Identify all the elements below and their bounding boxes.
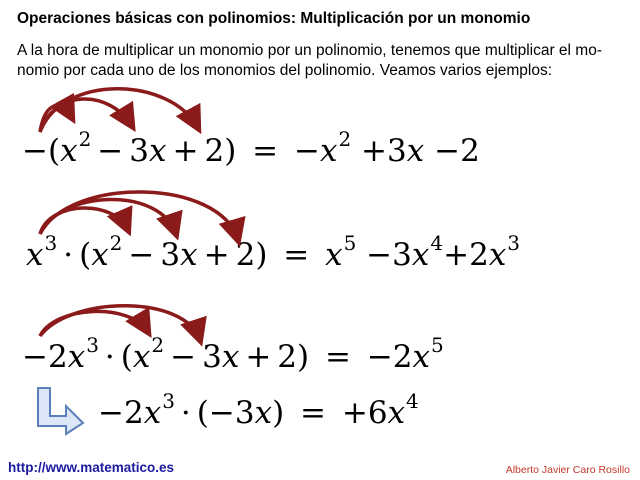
arrow-2c [40, 192, 238, 240]
example-1-result: $-x^2 +3x -2$ [294, 127, 480, 169]
arrow-2b [40, 199, 176, 234]
arrow-3b [40, 306, 200, 340]
example-1-sign: −( [22, 133, 61, 169]
step-expression: $-2x^3 \cdot (-3x) = +6x^4$ [98, 389, 419, 431]
arrow-1a [40, 106, 72, 132]
arrow-1c [40, 89, 198, 132]
page-title: Operaciones básicas con polinomios: Multiplicación por un monomio [17, 10, 531, 27]
intro-paragraph: A la hora de multiplicar un monomio por un polinomio, tenemos que multiplicar el mo-nomio por cada uno de los monomios del polinomio. Veamos varios ejemplos: [17, 42, 602, 79]
author-name: Alberto Javier Caro Rosillo [505, 464, 630, 476]
example-3-result: $-2x^5$ [366, 333, 444, 375]
example-1-expression: $-(x^2 - 3x + 2) = -x^2 +3x -2$ [22, 127, 480, 169]
example-2-expression: $x^3 \cdot (x^2 - 3x + 2) = x^5 -3x^4+2x^3$ [26, 231, 521, 273]
website-link[interactable]: http://www.matematico.es [8, 460, 175, 475]
example-3-expression: $-2x^3 \cdot (x^2 - 3x + 2) = -2x^5$ [22, 333, 444, 375]
example-2-result: $x^5 -3x^4+2x^3$ [325, 231, 521, 273]
step-arrow-icon [36, 386, 86, 436]
